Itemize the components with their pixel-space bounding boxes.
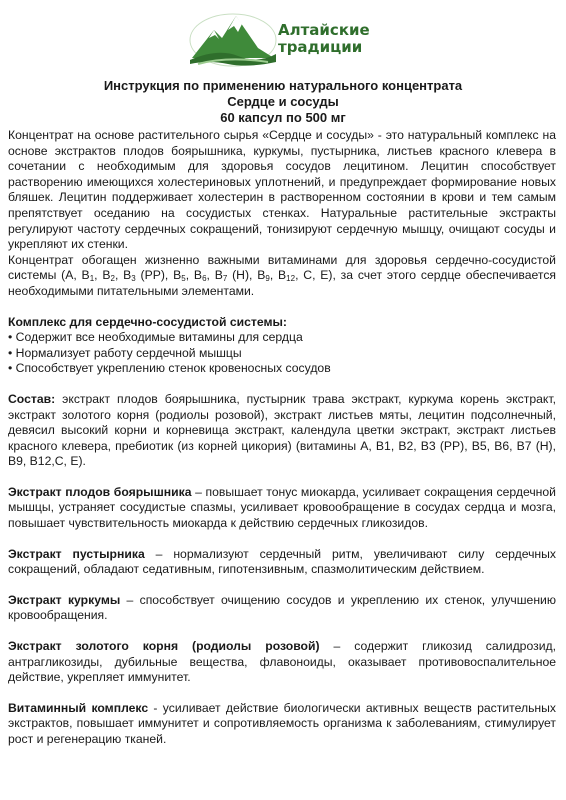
spacer bbox=[8, 377, 556, 392]
extract-text: – повышает тонус миокарда, усиливает сокращения сердечной мышцы, устраняет сосудистые спазмы, усиливает кровообращение в сосудах сердца и мозга, повышает чувствительность миокарда к действию сердечных гликозидов. bbox=[8, 484, 556, 531]
vitamin-sub: 6 bbox=[202, 274, 207, 284]
brand-name bbox=[278, 22, 370, 56]
extract-paragraph-motherwort bbox=[8, 547, 556, 578]
spacer bbox=[8, 686, 556, 701]
extract-text: – способствует очищению сосудов и укреплению их стенок, улучшению кровообращения. bbox=[8, 592, 556, 623]
list-item: • Содержит все необходимые витамины для сердца bbox=[8, 330, 556, 346]
vitamin-sub: 12 bbox=[286, 274, 296, 284]
intro-p2-start: Концентрат обогащен жизненно важными витаминами для здоровья сердечно-сосудистой системы (A, B bbox=[8, 252, 556, 283]
intro-paragraph-2 bbox=[8, 253, 556, 300]
composition-text: экстракт плодов боярышника, пустырник трава экстракт, куркума корень экстракт, экстракт золотого корня (родиолы розовой), экстракт листьев мяты, лецитин подсолнечный, девясил высокий корни и корневища экстракт, календула цветки экстракт, экстракт листьев красного клевера, пребиотик (из корней цикория) (витамины A, B1, B2, B3 (PP), B5, B6, B7 (H), B9, B12,C, E). bbox=[8, 391, 556, 469]
extract-paragraph-turmeric bbox=[8, 593, 556, 624]
document-title bbox=[0, 78, 566, 126]
intro-p2-seg: , B bbox=[94, 268, 111, 283]
list-item: • Нормализует работу сердечной мышцы bbox=[8, 346, 556, 362]
intro-p2-seg: (H), B bbox=[227, 268, 266, 283]
intro-p2-seg: , B bbox=[269, 268, 287, 283]
extract-text: – нормализуют сердечный ритм, увеличивают силу сердечных сокращений, обладают седативным, гипотензивным, спазмолитическим действием. bbox=[8, 546, 557, 577]
spacer bbox=[8, 532, 556, 547]
extract-paragraph-rhodiola bbox=[8, 639, 556, 686]
extract-text: – содержит гликозид салидрозид, антрагликозиды, дубильные вещества, флавоноиды, оказывает противовоспалительное действие, укрепляет иммунитет. bbox=[8, 639, 556, 685]
vitamin-sub: 7 bbox=[222, 274, 228, 284]
title-line-3: 60 капсул по 500 мг bbox=[220, 110, 346, 125]
extract-name: Экстракт золотого корня (родиолы розовой) bbox=[8, 639, 320, 654]
complex-list bbox=[8, 330, 556, 377]
composition-label: Состав: bbox=[8, 391, 56, 406]
document-body bbox=[8, 128, 556, 748]
vitamin-sub: 5 bbox=[181, 274, 186, 284]
vitamin-sub: 1 bbox=[89, 274, 95, 284]
spacer bbox=[8, 624, 556, 639]
spacer bbox=[8, 300, 556, 315]
intro-p2-seg: , B bbox=[114, 268, 132, 283]
intro-p2-seg: , B bbox=[185, 268, 203, 283]
vitamin-sub: 2 bbox=[110, 274, 115, 284]
title-line-2: Сердце и сосуды bbox=[227, 94, 339, 109]
extract-paragraph-vitamins bbox=[8, 701, 556, 748]
brand-logo bbox=[188, 8, 388, 68]
mountains-logo-icon bbox=[188, 8, 278, 68]
intro-p2-seg: , B bbox=[206, 268, 223, 283]
brand-line-1: Алтайские bbox=[278, 21, 370, 39]
title-line-1: Инструкция по применению натурального концентрата bbox=[103, 78, 463, 93]
spacer bbox=[8, 470, 556, 485]
intro-p2-end: , C, E), за счет этого сердце обеспечивается необходимыми питательными элементами. bbox=[8, 268, 557, 298]
composition-paragraph bbox=[8, 392, 556, 470]
extract-name: Витаминный комплекс bbox=[8, 700, 149, 715]
brand-line-2: традиции bbox=[278, 38, 363, 56]
extract-name: Экстракт куркумы bbox=[8, 592, 121, 607]
intro-p2-seg: (PP), B bbox=[135, 268, 182, 283]
vitamin-sub: 9 bbox=[265, 274, 270, 284]
complex-heading: Комплекс для сердечно-сосудистой системы: bbox=[8, 314, 287, 329]
intro-paragraph-1: Концентрат на основе растительного сырья «Сердце и сосуды» - это натуральный комплекс на основе экстрактов плодов боярышника, куркумы, пустырника, листьев красного клевера в сочетании с необходимым для здоровья сосудов лецитином. Лецитин способствует растворению имеющихся холестериновых уплотнений, и предупреждает формирование новых бляшек. Лецитин поддерживает холестерин в растворенном состоянии в крови и тем самым препятствует оседанию на сосудистых стенках. Натуральные растительные экстракты регулируют частоту сердечных сокращений, тонизируют сердечную мышцу, очищают сосуды и укрепляют их стенки. bbox=[8, 128, 556, 252]
spacer bbox=[8, 578, 556, 593]
extract-name: Экстракт пустырника bbox=[8, 546, 145, 561]
list-item: • Способствует укреплению стенок кровеносных сосудов bbox=[8, 361, 556, 377]
vitamin-sub: 3 bbox=[131, 274, 136, 284]
extract-text: - усиливает действие биологически активных веществ растительных экстрактов, повышает иммунитет и сопротивляемость организма к заболеваниям, стимулирует рост и регенерацию тканей. bbox=[8, 700, 556, 746]
extract-paragraph-hawthorn bbox=[8, 485, 556, 532]
extract-name: Экстракт плодов боярышника bbox=[8, 484, 192, 499]
